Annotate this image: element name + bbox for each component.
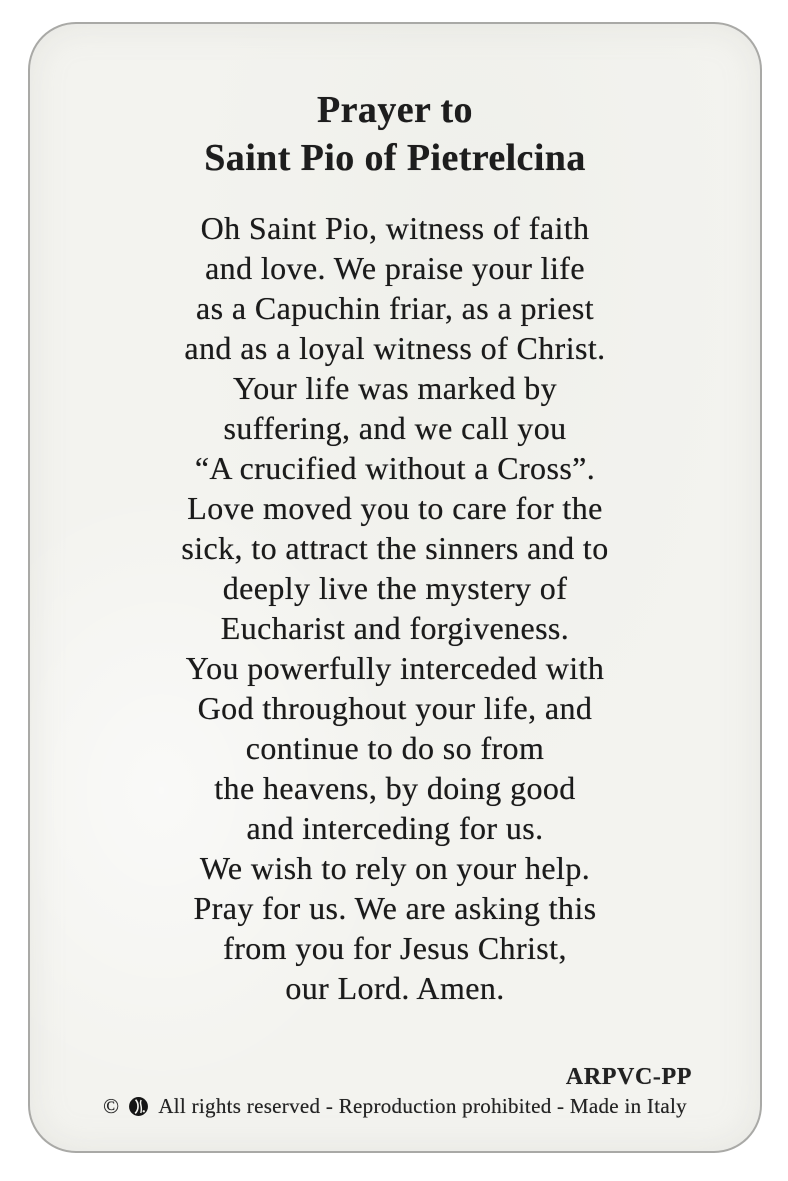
prayer-line: Eucharist and forgiveness.: [220, 610, 570, 646]
prayer-line: our Lord. Amen.: [285, 970, 505, 1006]
prayer-line: Oh Saint Pio, witness of faith: [200, 210, 590, 246]
title-line-2: Saint Pio of Pietrelcina: [204, 137, 586, 179]
card-footer: [30, 1063, 760, 1119]
prayer-line: suffering, and we call you: [223, 410, 567, 446]
rights-text: All rights reserved - Reproduction prohibited - Made in Italy: [158, 1094, 687, 1118]
prayer-text: [30, 208, 760, 1008]
publisher-logo-icon: [128, 1096, 149, 1117]
prayer-line: and interceding for us.: [246, 810, 544, 846]
prayer-line: and as a loyal witness of Christ.: [184, 330, 606, 366]
prayer-line: “A crucified without a Cross”.: [194, 450, 596, 486]
prayer-line: from you for Jesus Christ,: [223, 930, 567, 966]
prayer-line: as a Capuchin friar, as a priest: [195, 290, 595, 326]
title-line-1: Prayer to: [317, 89, 473, 131]
prayer-line: and love. We praise your life: [205, 250, 585, 286]
prayer-line: Love moved you to care for the: [187, 490, 603, 526]
prayer-line: God throughout your life, and: [197, 690, 593, 726]
copyright-icon: ©: [103, 1093, 120, 1118]
prayer-line: We wish to rely on your help.: [199, 850, 591, 886]
copyright-line: [30, 1093, 760, 1119]
prayer-line: You powerfully interceded with: [185, 650, 605, 686]
card-title: [30, 86, 760, 182]
prayer-line: deeply live the mystery of: [222, 570, 568, 606]
prayer-line: continue to do so from: [245, 730, 545, 766]
prayer-line: Pray for us. We are asking this: [193, 890, 597, 926]
prayer-line: the heavens, by doing good: [214, 770, 576, 806]
prayer-line: sick, to attract the sinners and to: [181, 530, 609, 566]
product-code: ARPVC-PP: [565, 1064, 692, 1090]
prayer-line: Your life was marked by: [232, 370, 558, 406]
prayer-card: [28, 22, 762, 1153]
